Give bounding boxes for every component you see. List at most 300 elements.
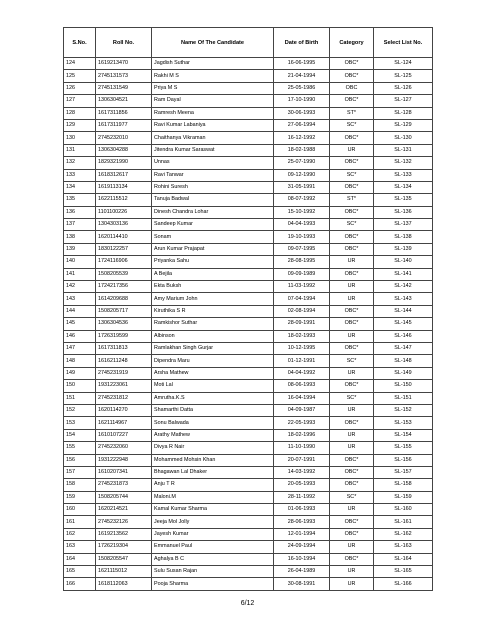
cell-select-list-no: SL-141 xyxy=(374,268,433,280)
cell-candidate-name: Kiruthika S R xyxy=(152,305,274,317)
cell-date-of-birth: 04-04-1993 xyxy=(274,219,330,231)
cell-roll-no: 1617311977 xyxy=(96,119,152,131)
cell-candidate-name: Sulu Susan Rajan xyxy=(152,566,274,578)
cell-date-of-birth: 14-03-1992 xyxy=(274,466,330,478)
cell-roll-no: 1726319599 xyxy=(96,330,152,342)
table-row xyxy=(64,578,433,590)
cell-date-of-birth: 09-12-1990 xyxy=(274,169,330,181)
cell-roll-no: 1610107227 xyxy=(96,429,152,441)
table-row xyxy=(64,194,433,206)
cell-date-of-birth: 16-12-1992 xyxy=(274,132,330,144)
cell-roll-no: 1621114967 xyxy=(96,417,152,429)
cell-candidate-name: Sonu Balwada xyxy=(152,417,274,429)
cell-date-of-birth: 16-04-1994 xyxy=(274,392,330,404)
cell-sno: 133 xyxy=(64,169,96,181)
table-row xyxy=(64,404,433,416)
cell-select-list-no: SL-151 xyxy=(374,392,433,404)
cell-date-of-birth: 08-07-1992 xyxy=(274,194,330,206)
cell-select-list-no: SL-157 xyxy=(374,466,433,478)
cell-roll-no: 1101100226 xyxy=(96,206,152,218)
cell-date-of-birth: 28-08-1995 xyxy=(274,256,330,268)
cell-candidate-name: Amy Marium John xyxy=(152,293,274,305)
cell-candidate-name: Rohini Suresh xyxy=(152,181,274,193)
cell-roll-no: 1724217356 xyxy=(96,281,152,293)
cell-sno: 155 xyxy=(64,442,96,454)
cell-roll-no: 1306304521 xyxy=(96,95,152,107)
cell-date-of-birth: 09-09-1989 xyxy=(274,268,330,280)
cell-sno: 156 xyxy=(64,454,96,466)
cell-select-list-no: SL-131 xyxy=(374,144,433,156)
cell-candidate-name: Sandeep Kumar xyxy=(152,219,274,231)
cell-select-list-no: SL-156 xyxy=(374,454,433,466)
cell-candidate-name: Aghalya B C xyxy=(152,553,274,565)
cell-date-of-birth: 25-07-1990 xyxy=(274,157,330,169)
cell-roll-no: 1617311856 xyxy=(96,107,152,119)
table-row xyxy=(64,82,433,94)
cell-category: SC* xyxy=(330,355,374,367)
cell-roll-no: 1620114270 xyxy=(96,404,152,416)
cell-category: ST* xyxy=(330,107,374,119)
cell-candidate-name: Rakhi M S xyxy=(152,70,274,82)
cell-select-list-no: SL-137 xyxy=(374,219,433,231)
table-body xyxy=(64,58,433,591)
header-sno: S.No. xyxy=(64,28,96,58)
cell-date-of-birth: 22-05-1993 xyxy=(274,417,330,429)
cell-category: OBC* xyxy=(330,516,374,528)
cell-category: UR xyxy=(330,367,374,379)
cell-select-list-no: SL-135 xyxy=(374,194,433,206)
cell-roll-no: 1619213562 xyxy=(96,528,152,540)
cell-candidate-name: Jeeja Mol Jolly xyxy=(152,516,274,528)
cell-sno: 162 xyxy=(64,528,96,540)
cell-category: SC* xyxy=(330,119,374,131)
table-row xyxy=(64,566,433,578)
cell-select-list-no: SL-129 xyxy=(374,119,433,131)
cell-category: UR xyxy=(330,404,374,416)
table-row xyxy=(64,169,433,181)
cell-roll-no: 2745231919 xyxy=(96,367,152,379)
cell-category: UR xyxy=(330,330,374,342)
cell-sno: 147 xyxy=(64,342,96,354)
cell-roll-no: 1931222948 xyxy=(96,454,152,466)
cell-roll-no: 1508205547 xyxy=(96,553,152,565)
cell-sno: 148 xyxy=(64,355,96,367)
cell-select-list-no: SL-149 xyxy=(374,367,433,379)
cell-select-list-no: SL-127 xyxy=(374,95,433,107)
cell-category: OBC* xyxy=(330,243,374,255)
cell-select-list-no: SL-154 xyxy=(374,429,433,441)
cell-category: OBC* xyxy=(330,553,374,565)
cell-roll-no: 2745232060 xyxy=(96,442,152,454)
cell-category: SC* xyxy=(330,491,374,503)
cell-select-list-no: SL-130 xyxy=(374,132,433,144)
table-row xyxy=(64,479,433,491)
cell-roll-no: 1724116906 xyxy=(96,256,152,268)
cell-date-of-birth: 19-10-1993 xyxy=(274,231,330,243)
cell-candidate-name: Arsha Mathew xyxy=(152,367,274,379)
cell-date-of-birth: 16-06-1995 xyxy=(274,58,330,70)
header-category: Category xyxy=(330,28,374,58)
cell-category: OBC* xyxy=(330,231,374,243)
table-row xyxy=(64,367,433,379)
cell-roll-no: 1508205717 xyxy=(96,305,152,317)
table-row xyxy=(64,95,433,107)
cell-date-of-birth: 07-04-1994 xyxy=(274,293,330,305)
cell-date-of-birth: 18-02-1993 xyxy=(274,330,330,342)
cell-sno: 141 xyxy=(64,268,96,280)
cell-category: OBC* xyxy=(330,342,374,354)
table-row xyxy=(64,206,433,218)
cell-select-list-no: SL-146 xyxy=(374,330,433,342)
cell-candidate-name: Jitendra Kumar Saraswat xyxy=(152,144,274,156)
cell-sno: 139 xyxy=(64,243,96,255)
cell-candidate-name: Priya M S xyxy=(152,82,274,94)
cell-candidate-name: Anju T R xyxy=(152,479,274,491)
cell-category: UR xyxy=(330,293,374,305)
cell-select-list-no: SL-155 xyxy=(374,442,433,454)
cell-select-list-no: SL-145 xyxy=(374,318,433,330)
cell-roll-no: 1620214521 xyxy=(96,504,152,516)
cell-candidate-name: Ramlakhan Singh Gurjar xyxy=(152,342,274,354)
cell-select-list-no: SL-164 xyxy=(374,553,433,565)
cell-roll-no: 1617311813 xyxy=(96,342,152,354)
cell-candidate-name: Divya R Nair xyxy=(152,442,274,454)
cell-sno: 126 xyxy=(64,82,96,94)
cell-candidate-name: Ravi Tanwar xyxy=(152,169,274,181)
cell-sno: 153 xyxy=(64,417,96,429)
cell-candidate-name: Arathy Mathew xyxy=(152,429,274,441)
cell-sno: 158 xyxy=(64,479,96,491)
cell-sno: 146 xyxy=(64,330,96,342)
cell-sno: 166 xyxy=(64,578,96,590)
header-roll-no: Roll No. xyxy=(96,28,152,58)
table-row xyxy=(64,318,433,330)
cell-date-of-birth: 04-04-1992 xyxy=(274,367,330,379)
cell-category: UR xyxy=(330,256,374,268)
cell-candidate-name: Albinson xyxy=(152,330,274,342)
cell-candidate-name: Ekta Buksh xyxy=(152,281,274,293)
cell-select-list-no: SL-163 xyxy=(374,541,433,553)
cell-date-of-birth: 09-07-1995 xyxy=(274,243,330,255)
cell-candidate-name: Arun Kumar Prajapat xyxy=(152,243,274,255)
cell-sno: 135 xyxy=(64,194,96,206)
cell-sno: 136 xyxy=(64,206,96,218)
cell-select-list-no: SL-143 xyxy=(374,293,433,305)
cell-candidate-name: Emmanuel Paul xyxy=(152,541,274,553)
cell-candidate-name: Priyanka Sahu xyxy=(152,256,274,268)
cell-roll-no: 1931223061 xyxy=(96,380,152,392)
cell-date-of-birth: 11-03-1992 xyxy=(274,281,330,293)
cell-sno: 124 xyxy=(64,58,96,70)
cell-select-list-no: SL-160 xyxy=(374,504,433,516)
cell-candidate-name: Jagdish Suthar xyxy=(152,58,274,70)
cell-category: SC* xyxy=(330,169,374,181)
cell-select-list-no: SL-159 xyxy=(374,491,433,503)
cell-roll-no: 2745232126 xyxy=(96,516,152,528)
cell-roll-no: 2745231812 xyxy=(96,392,152,404)
cell-roll-no: 1306304288 xyxy=(96,144,152,156)
table-row xyxy=(64,157,433,169)
cell-category: UR xyxy=(330,281,374,293)
table-row xyxy=(64,342,433,354)
cell-category: OBC* xyxy=(330,132,374,144)
cell-sno: 160 xyxy=(64,504,96,516)
cell-date-of-birth: 28-06-1993 xyxy=(274,516,330,528)
cell-date-of-birth: 04-09-1987 xyxy=(274,404,330,416)
cell-category: OBC* xyxy=(330,268,374,280)
cell-candidate-name: Bhagawan Lal Dhaker xyxy=(152,466,274,478)
cell-roll-no: 2745131549 xyxy=(96,82,152,94)
cell-date-of-birth: 01-06-1993 xyxy=(274,504,330,516)
cell-candidate-name: Dinesh Chandra Lohar xyxy=(152,206,274,218)
cell-sno: 164 xyxy=(64,553,96,565)
cell-sno: 129 xyxy=(64,119,96,131)
cell-select-list-no: SL-153 xyxy=(374,417,433,429)
cell-candidate-name: Jayesh Kumar xyxy=(152,528,274,540)
cell-sno: 152 xyxy=(64,404,96,416)
cell-date-of-birth: 20-07-1991 xyxy=(274,454,330,466)
table-row xyxy=(64,70,433,82)
table-row xyxy=(64,144,433,156)
cell-select-list-no: SL-140 xyxy=(374,256,433,268)
cell-roll-no: 2745232010 xyxy=(96,132,152,144)
cell-category: ST* xyxy=(330,194,374,206)
cell-sno: 159 xyxy=(64,491,96,503)
cell-select-list-no: SL-133 xyxy=(374,169,433,181)
cell-roll-no: 1618312617 xyxy=(96,169,152,181)
cell-category: UR xyxy=(330,566,374,578)
cell-select-list-no: SL-166 xyxy=(374,578,433,590)
cell-category: OBC* xyxy=(330,454,374,466)
cell-date-of-birth: 18-02-1988 xyxy=(274,144,330,156)
cell-sno: 140 xyxy=(64,256,96,268)
cell-sno: 131 xyxy=(64,144,96,156)
cell-date-of-birth: 24-09-1994 xyxy=(274,541,330,553)
cell-sno: 137 xyxy=(64,219,96,231)
cell-category: UR xyxy=(330,429,374,441)
table-row xyxy=(64,553,433,565)
cell-roll-no: 1610207341 xyxy=(96,466,152,478)
cell-sno: 134 xyxy=(64,181,96,193)
table-row xyxy=(64,132,433,144)
cell-category: UR xyxy=(330,578,374,590)
cell-candidate-name: Ravi Kumar Labaniya xyxy=(152,119,274,131)
table-row xyxy=(64,504,433,516)
cell-category: OBC* xyxy=(330,466,374,478)
cell-category: UR xyxy=(330,442,374,454)
table-row xyxy=(64,429,433,441)
cell-candidate-name: Maloni.M xyxy=(152,491,274,503)
cell-select-list-no: SL-139 xyxy=(374,243,433,255)
table-row xyxy=(64,528,433,540)
cell-roll-no: 1830122257 xyxy=(96,243,152,255)
cell-candidate-name: Pooja Sharma xyxy=(152,578,274,590)
cell-date-of-birth: 28-11-1992 xyxy=(274,491,330,503)
cell-date-of-birth: 12-01-1994 xyxy=(274,528,330,540)
cell-select-list-no: SL-126 xyxy=(374,82,433,94)
table-row xyxy=(64,392,433,404)
cell-sno: 143 xyxy=(64,293,96,305)
cell-date-of-birth: 28-09-1991 xyxy=(274,318,330,330)
cell-roll-no: 1829321990 xyxy=(96,157,152,169)
cell-candidate-name: Mohammed Mohsin Khan xyxy=(152,454,274,466)
cell-candidate-name: Chaithanya Vikraman xyxy=(152,132,274,144)
cell-select-list-no: SL-136 xyxy=(374,206,433,218)
table-row xyxy=(64,243,433,255)
cell-sno: 151 xyxy=(64,392,96,404)
cell-date-of-birth: 10-12-1995 xyxy=(274,342,330,354)
cell-select-list-no: SL-132 xyxy=(374,157,433,169)
table-row xyxy=(64,281,433,293)
cell-candidate-name: Ramresh Meena xyxy=(152,107,274,119)
table-row xyxy=(64,231,433,243)
cell-sno: 144 xyxy=(64,305,96,317)
cell-date-of-birth: 15-10-1992 xyxy=(274,206,330,218)
cell-select-list-no: SL-138 xyxy=(374,231,433,243)
cell-category: OBC* xyxy=(330,206,374,218)
table-row xyxy=(64,107,433,119)
cell-date-of-birth: 21-04-1994 xyxy=(274,70,330,82)
cell-date-of-birth: 18-02-1996 xyxy=(274,429,330,441)
cell-category: OBC xyxy=(330,82,374,94)
cell-date-of-birth: 08-06-1993 xyxy=(274,380,330,392)
cell-date-of-birth: 02-08-1994 xyxy=(274,305,330,317)
cell-roll-no: 1621115012 xyxy=(96,566,152,578)
cell-roll-no: 1616211248 xyxy=(96,355,152,367)
cell-roll-no: 1619213470 xyxy=(96,58,152,70)
table-row xyxy=(64,256,433,268)
cell-date-of-birth: 17-10-1990 xyxy=(274,95,330,107)
cell-select-list-no: SL-165 xyxy=(374,566,433,578)
table-row xyxy=(64,330,433,342)
cell-date-of-birth: 16-10-1994 xyxy=(274,553,330,565)
cell-roll-no: 2745131573 xyxy=(96,70,152,82)
cell-sno: 163 xyxy=(64,541,96,553)
cell-date-of-birth: 26-04-1989 xyxy=(274,566,330,578)
table-row xyxy=(64,268,433,280)
cell-candidate-name: Moti Lal xyxy=(152,380,274,392)
cell-select-list-no: SL-124 xyxy=(374,58,433,70)
cell-sno: 154 xyxy=(64,429,96,441)
cell-sno: 130 xyxy=(64,132,96,144)
cell-select-list-no: SL-147 xyxy=(374,342,433,354)
cell-sno: 127 xyxy=(64,95,96,107)
cell-select-list-no: SL-125 xyxy=(374,70,433,82)
table-row xyxy=(64,454,433,466)
cell-sno: 149 xyxy=(64,367,96,379)
cell-date-of-birth: 30-08-1991 xyxy=(274,578,330,590)
cell-date-of-birth: 20-05-1993 xyxy=(274,479,330,491)
cell-roll-no: 1620114410 xyxy=(96,231,152,243)
cell-category: UR xyxy=(330,541,374,553)
cell-category: OBC* xyxy=(330,181,374,193)
cell-category: OBC* xyxy=(330,58,374,70)
cell-sno: 128 xyxy=(64,107,96,119)
cell-category: SC* xyxy=(330,392,374,404)
cell-select-list-no: SL-150 xyxy=(374,380,433,392)
cell-select-list-no: SL-142 xyxy=(374,281,433,293)
cell-category: OBC* xyxy=(330,380,374,392)
cell-sno: 132 xyxy=(64,157,96,169)
cell-select-list-no: SL-161 xyxy=(374,516,433,528)
cell-date-of-birth: 01-12-1991 xyxy=(274,355,330,367)
cell-select-list-no: SL-128 xyxy=(374,107,433,119)
cell-select-list-no: SL-148 xyxy=(374,355,433,367)
table-row xyxy=(64,380,433,392)
table-row xyxy=(64,293,433,305)
table-row xyxy=(64,181,433,193)
cell-category: UR xyxy=(330,504,374,516)
header-select-list-no: Select List No. xyxy=(374,28,433,58)
cell-sno: 142 xyxy=(64,281,96,293)
cell-category: UR xyxy=(330,144,374,156)
cell-select-list-no: SL-152 xyxy=(374,404,433,416)
cell-roll-no: 1306304536 xyxy=(96,318,152,330)
cell-roll-no: 1304303136 xyxy=(96,219,152,231)
cell-roll-no: 1622115512 xyxy=(96,194,152,206)
cell-roll-no: 1508205539 xyxy=(96,268,152,280)
cell-candidate-name: A Bejila xyxy=(152,268,274,280)
table-row xyxy=(64,466,433,478)
cell-category: OBC* xyxy=(330,528,374,540)
cell-category: SC* xyxy=(330,219,374,231)
cell-category: OBC* xyxy=(330,417,374,429)
cell-sno: 138 xyxy=(64,231,96,243)
cell-sno: 150 xyxy=(64,380,96,392)
cell-date-of-birth: 27-06-1994 xyxy=(274,119,330,131)
cell-roll-no: 2745231873 xyxy=(96,479,152,491)
cell-candidate-name: Shamarthi Datta xyxy=(152,404,274,416)
cell-roll-no: 1614209688 xyxy=(96,293,152,305)
table-header-row xyxy=(64,28,433,58)
cell-sno: 125 xyxy=(64,70,96,82)
cell-select-list-no: SL-162 xyxy=(374,528,433,540)
cell-roll-no: 1726219304 xyxy=(96,541,152,553)
table-row xyxy=(64,491,433,503)
cell-sno: 145 xyxy=(64,318,96,330)
table-row xyxy=(64,355,433,367)
cell-candidate-name: Sonam xyxy=(152,231,274,243)
table-row xyxy=(64,541,433,553)
cell-candidate-name: Amrutha.K.S xyxy=(152,392,274,404)
table-row xyxy=(64,58,433,70)
cell-date-of-birth: 11-10-1990 xyxy=(274,442,330,454)
cell-candidate-name: Ramkishor Suthar xyxy=(152,318,274,330)
cell-category: OBC* xyxy=(330,157,374,169)
table-row xyxy=(64,417,433,429)
table-row xyxy=(64,442,433,454)
cell-select-list-no: SL-144 xyxy=(374,305,433,317)
cell-category: OBC* xyxy=(330,70,374,82)
cell-candidate-name: Ram Dayal xyxy=(152,95,274,107)
cell-select-list-no: SL-134 xyxy=(374,181,433,193)
cell-roll-no: 1618112063 xyxy=(96,578,152,590)
cell-category: OBC* xyxy=(330,305,374,317)
cell-sno: 165 xyxy=(64,566,96,578)
table-row xyxy=(64,305,433,317)
cell-date-of-birth: 25-05-1986 xyxy=(274,82,330,94)
cell-sno: 161 xyxy=(64,516,96,528)
table-row xyxy=(64,119,433,131)
cell-candidate-name: Dipendra Maru xyxy=(152,355,274,367)
cell-date-of-birth: 30-06-1993 xyxy=(274,107,330,119)
page-number: 6/12 xyxy=(240,600,255,607)
cell-roll-no: 1619113134 xyxy=(96,181,152,193)
candidate-select-list-table xyxy=(63,27,433,591)
table-row xyxy=(64,516,433,528)
header-candidate-name: Name Of The Candidate xyxy=(152,28,274,58)
cell-sno: 157 xyxy=(64,466,96,478)
